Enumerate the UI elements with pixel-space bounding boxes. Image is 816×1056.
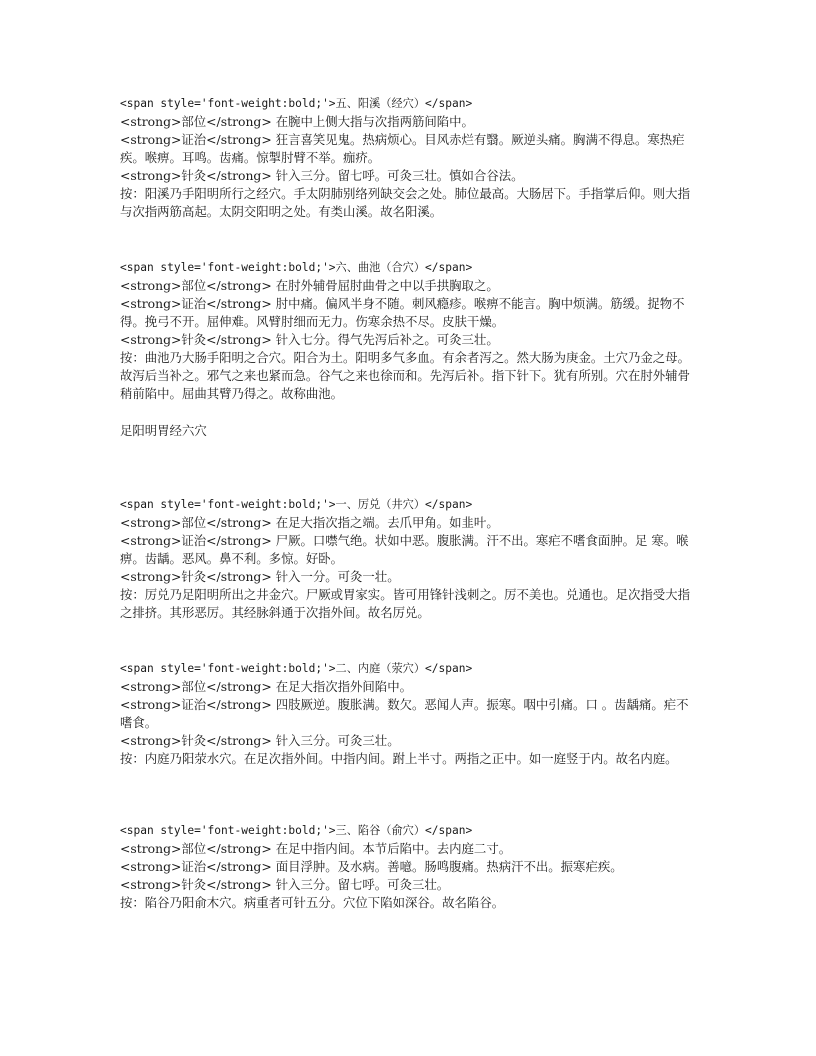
section-title: <span style='font-weight:bold;'>六、曲池（合穴）</span>: [120, 261, 473, 274]
indications-paragraph: <strong>证治</strong> 狂言喜笑见鬼。热病烦心。目风赤烂有翳。厥逆头痛。胸满不得息。寒热疟疾。喉痹。耳鸣。齿痛。惊掣肘臂不举。痂疥。: [120, 132, 685, 165]
note-paragraph: 按：厉兑乃足阳明所出之井金穴。尸厥或胃家实。皆可用锋针浅刺之。厉不美也。兑通也。足次指受大指之排挤。其形恶厉。其经脉斜通于次指外间。故名厉兑。: [120, 587, 690, 620]
acupuncture-line: <strong>针灸</strong> 针入三分。留七呼。可灸三壮。慎如合谷法。: [120, 168, 524, 183]
section-yangxi: [120, 95, 700, 221]
indications-paragraph: <strong>证治</strong> 面目浮肿。及水病。善噫。肠鸣腹痛。热病汗不出。振寒疟疾。: [120, 859, 623, 874]
location-line: <strong>部位</strong> 在肘外辅骨屈肘曲骨之中以手拱胸取之。: [120, 278, 499, 293]
section-title: <span style='font-weight:bold;'>三、陷谷（俞穴）</span>: [120, 824, 473, 837]
acupuncture-line: <strong>针灸</strong> 针入三分。留七呼。可灸三壮。: [120, 877, 450, 892]
location-line: <strong>部位</strong> 在足中指内间。本节后陷中。去内庭二寸。: [120, 841, 512, 856]
location-line: <strong>部位</strong> 在腕中上侧大指与次指两筋间陷中。: [120, 114, 474, 129]
indications-paragraph: <strong>证治</strong> 肘中痛。偏风半身不随。刺风瘾疹。喉痹不能言。胸中烦满。筋缓。捉物不得。挽弓不开。屈伸难。风臂肘细而无力。伤寒余热不尽。皮肤干燥。: [120, 296, 685, 329]
section-title: <span style='font-weight:bold;'>五、阳溪（经穴）</span>: [120, 97, 473, 110]
note-paragraph: 按：阳溪乃手阳明所行之经穴。手太阴肺别络列缺交会之处。肺位最高。大肠居下。手指掌后仰。则大指与次指两筋高起。太阴交阳明之处。有类山溪。故名阳溪。: [120, 186, 690, 219]
note-paragraph: 按：陷谷乃阳俞木穴。病重者可针五分。穴位下陷如深谷。故名陷谷。: [120, 895, 505, 910]
section-lidui: [120, 496, 700, 622]
section-quchi: [120, 259, 700, 403]
section-xiangu: [120, 822, 700, 912]
note-paragraph: 按：内庭乃阳荥水穴。在足次指外间。中指内间。跗上半寸。两指之正中。如一庭竖于内。故名内庭。: [120, 751, 678, 766]
chapter-heading: 足阳明胃经六穴: [120, 423, 207, 438]
location-line: <strong>部位</strong> 在足大指次指之端。去爪甲角。如韭叶。: [120, 515, 499, 530]
indications-paragraph: <strong>证治</strong> 四肢厥逆。腹胀满。数欠。恶闻人声。振寒。咽中引痛。口 。齿龋痛。疟不嗜食。: [120, 697, 689, 730]
note-paragraph: 按：曲池乃大肠手阳明之合穴。阳合为土。阳明多气多血。有余者泻之。然大肠为庚金。土穴乃金之母。故泻后当补之。邪气之来也紧而急。谷气之来也徐而和。先泻后补。指下针下。犹有所别。穴在肘外辅骨稍前陷中。屈曲其臂乃得之。故称曲池。: [120, 350, 690, 401]
section-neiting: [120, 660, 700, 768]
acupuncture-line: <strong>针灸</strong> 针入七分。得气先泻后补之。可灸三壮。: [120, 332, 499, 347]
acupuncture-line: <strong>针灸</strong> 针入一分。可灸一壮。: [120, 569, 400, 584]
acupuncture-line: <strong>针灸</strong> 针入三分。可灸三壮。: [120, 733, 400, 748]
section-title: <span style='font-weight:bold;'>一、厉兑（井穴）</span>: [120, 498, 473, 511]
location-line: <strong>部位</strong> 在足大指次指外间陷中。: [120, 679, 412, 694]
indications-paragraph: <strong>证治</strong> 尸厥。口噤气绝。状如中恶。腹胀满。汗不出。寒疟不嗜食面肿。足 寒。喉痹。齿龋。恶风。鼻不利。多惊。好卧。: [120, 533, 689, 566]
section-title: <span style='font-weight:bold;'>二、内庭（荥穴）</span>: [120, 662, 473, 675]
